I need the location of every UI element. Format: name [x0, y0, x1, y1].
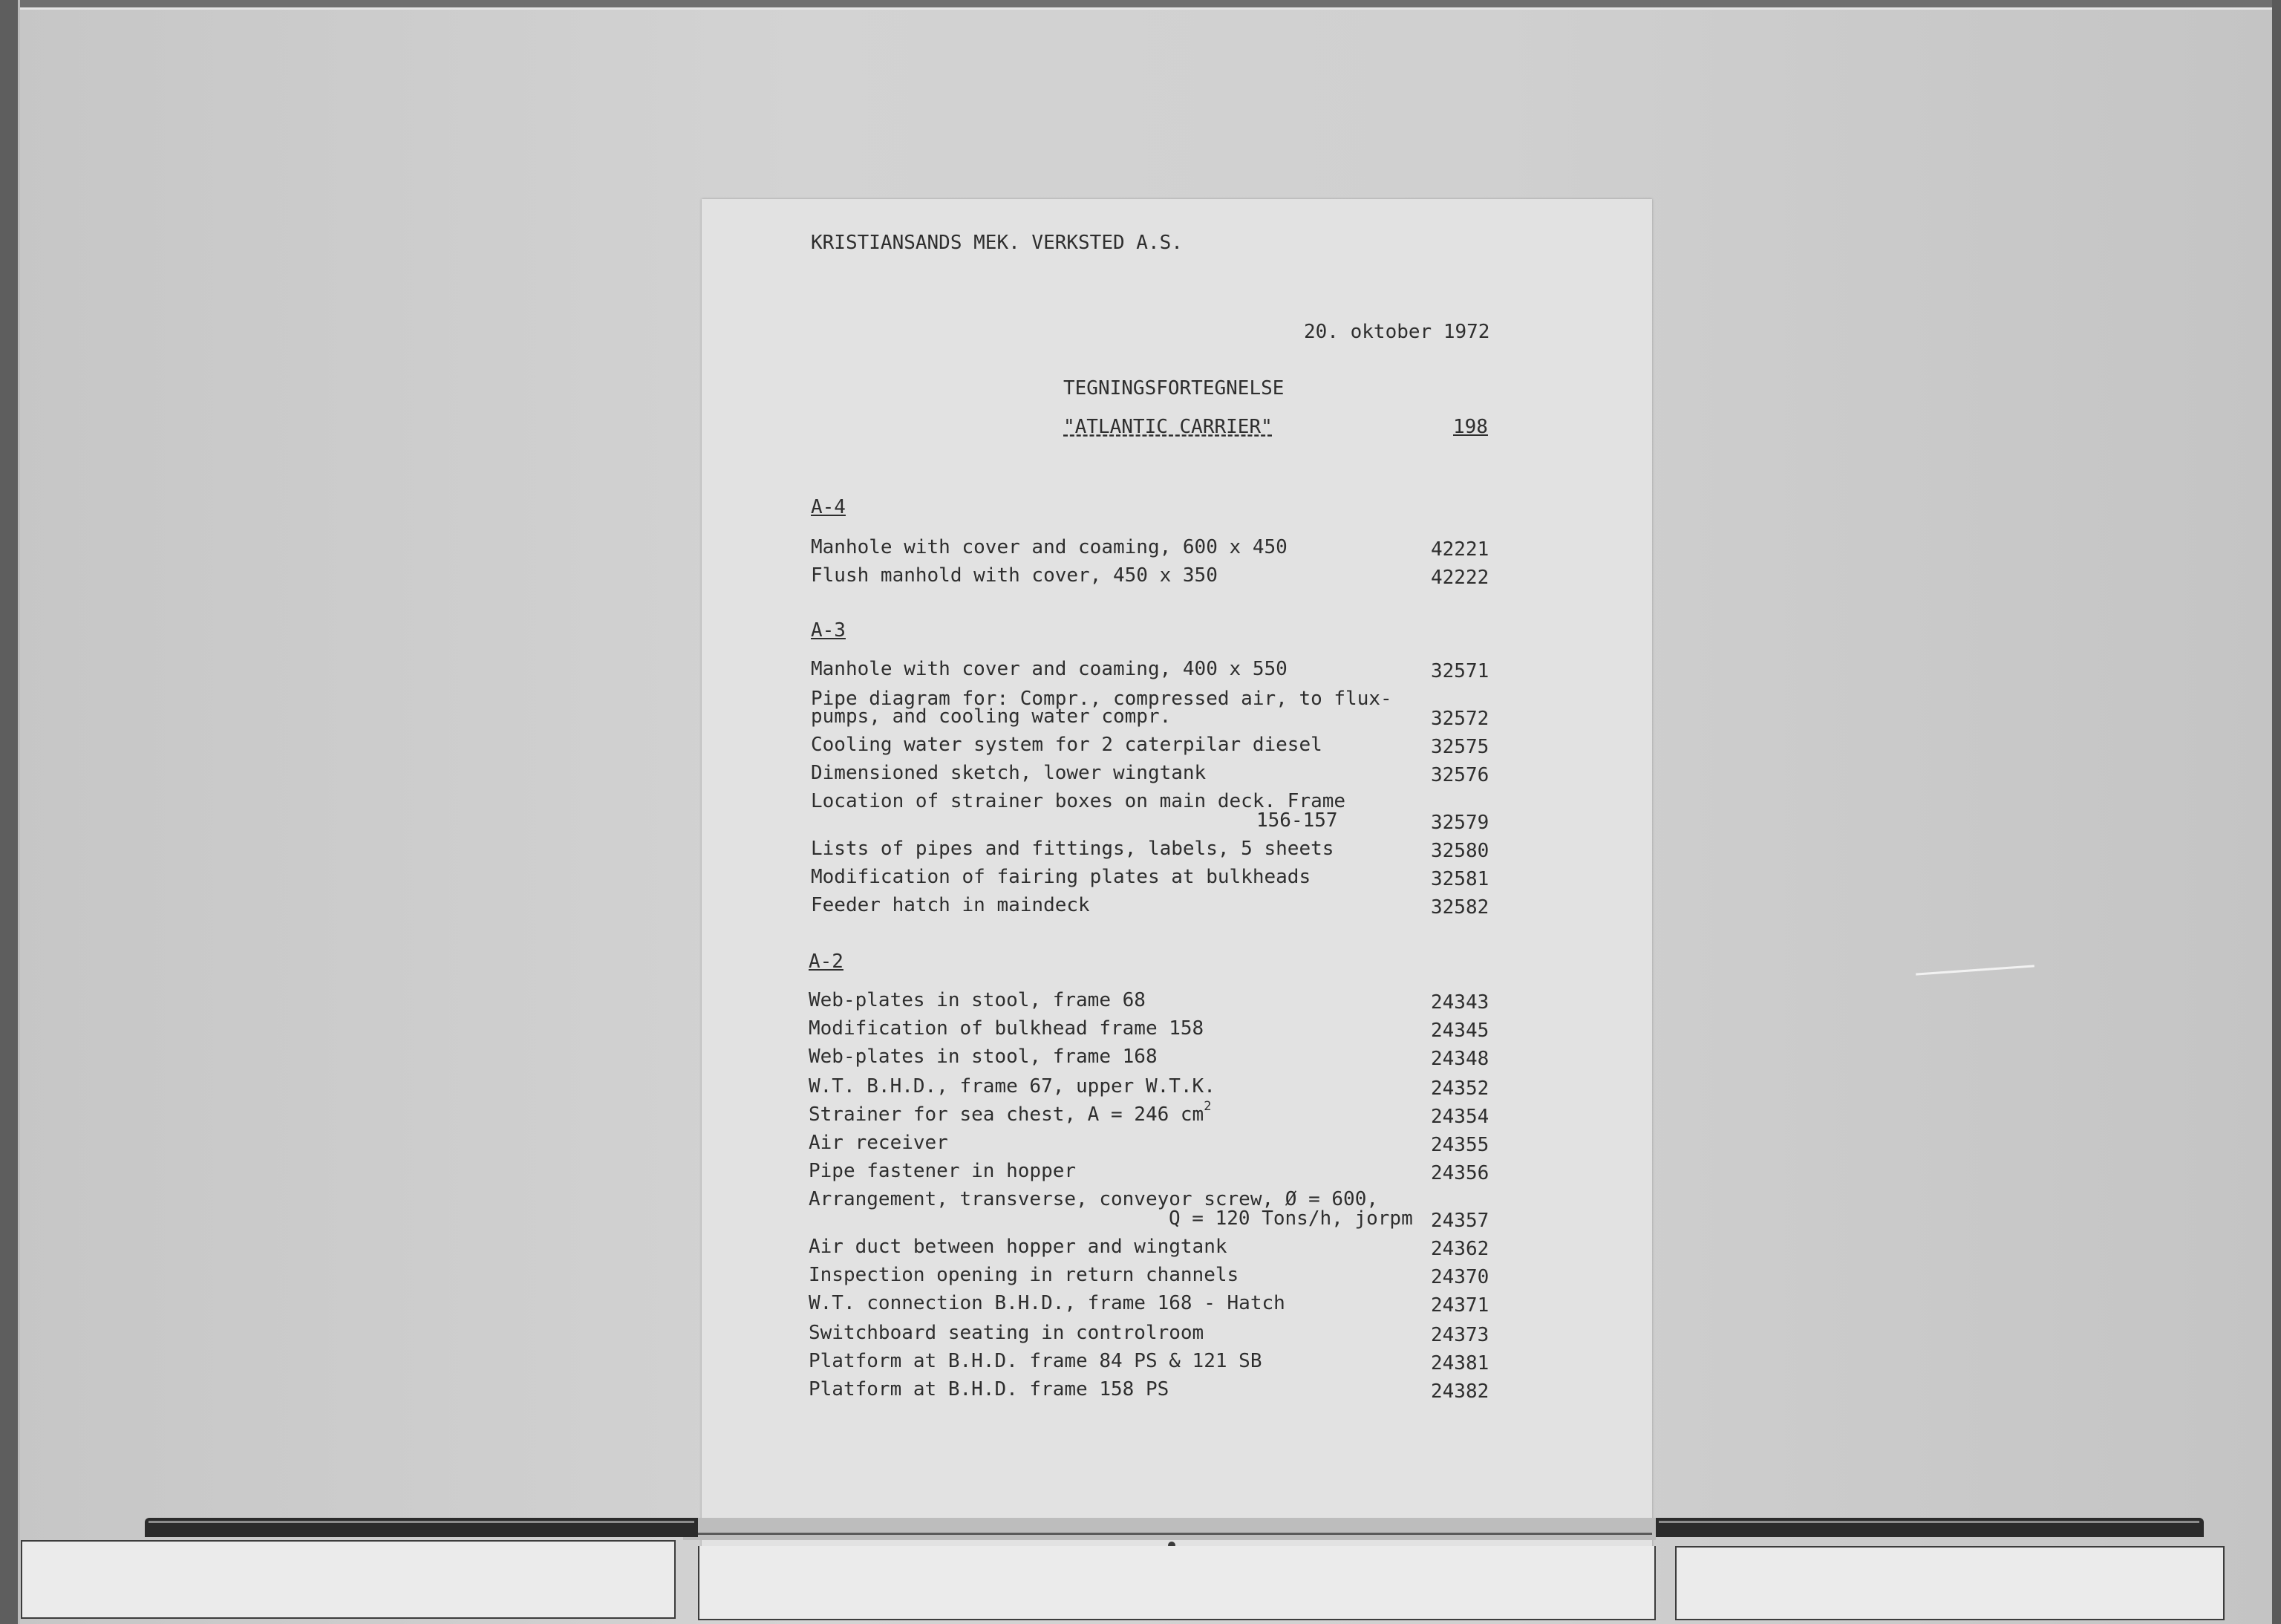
holder-bar-highlight [149, 1521, 694, 1523]
drawing-number: 32581 [1431, 868, 1489, 890]
film-left-highlight [18, 0, 20, 1624]
superscript: 2 [1204, 1099, 1212, 1114]
list-item-text: Pipe diagram for: Compr., compressed air, to flux- [811, 688, 1392, 710]
drawing-number: 24373 [1431, 1324, 1489, 1346]
list-item-text: Manhole with cover and coaming, 400 x 550 [811, 658, 1288, 680]
list-item-text: W.T. connection B.H.D., frame 168 - Hatch [809, 1292, 1285, 1314]
drawing-number: 24352 [1431, 1077, 1489, 1100]
drawing-number: 24356 [1431, 1162, 1489, 1184]
drawing-number: 24371 [1431, 1294, 1489, 1317]
list-item-text-continued: 156-157 [1256, 809, 1338, 832]
section-heading: A-3 [811, 619, 846, 642]
drawing-number: 32571 [1431, 660, 1489, 682]
list-item-text: Air receiver [809, 1132, 948, 1154]
drawing-number: 32582 [1431, 896, 1489, 919]
list-item-text: Inspection opening in return channels [809, 1264, 1239, 1286]
list-item-text: Dimensioned sketch, lower wingtank [811, 762, 1207, 784]
list-item-text: Pipe fastener in hopper [809, 1160, 1077, 1182]
list-item-text: W.T. B.H.D., frame 67, upper W.T.K. [809, 1075, 1215, 1098]
section-heading: A-4 [811, 496, 846, 518]
list-item-text: Modification of fairing plates at bulkheads [811, 866, 1311, 888]
list-item-text: Arrangement, transverse, conveyor screw, Ø = 600, [809, 1188, 1379, 1210]
drawing-number: 24382 [1431, 1380, 1489, 1403]
list-item-text-continued: Q = 120 Tons/h, jorpm [1169, 1207, 1413, 1230]
stand-panel-left [21, 1540, 676, 1619]
list-item-text [809, 1099, 1212, 1126]
list-item-text: Air duct between hopper and wingtank [809, 1236, 1227, 1258]
drawing-number: 32579 [1431, 812, 1489, 834]
list-item-text: Web-plates in stool, frame 168 [809, 1046, 1158, 1068]
list-item-text: Manhole with cover and coaming, 600 x 450 [811, 536, 1288, 558]
list-item-text: Flush manhold with cover, 450 x 350 [811, 564, 1218, 587]
list-item-text: Web-plates in stool, frame 68 [809, 989, 1146, 1011]
list-item-text: Cooling water system for 2 caterpilar diesel [811, 734, 1322, 756]
document-date: 20. oktober 1972 [1304, 321, 1490, 343]
drawing-number: 32576 [1431, 764, 1489, 786]
drawing-number: 24362 [1431, 1238, 1489, 1260]
film-top-edge [0, 0, 2281, 7]
list-item-text: Lists of pipes and fittings, labels, 5 sheets [811, 838, 1334, 860]
document-title: TEGNINGSFORTEGNELSE [1063, 377, 1285, 400]
drawing-number: 32575 [1431, 736, 1489, 758]
film-right-edge [2272, 0, 2281, 1624]
film-top-highlight [0, 7, 2281, 10]
drawing-number: 24357 [1431, 1210, 1489, 1232]
drawing-number: 24355 [1431, 1134, 1489, 1156]
drawing-number: 24345 [1431, 1020, 1489, 1042]
clip-edge [694, 1533, 1652, 1535]
list-item-text: Location of strainer boxes on main deck. Frame [811, 790, 1346, 812]
drawing-number: 32572 [1431, 708, 1489, 730]
stand-panel-right [1675, 1546, 2225, 1620]
list-item-text-main: Strainer for sea chest, A = 246 cm [809, 1103, 1204, 1126]
list-item-text-continued: pumps, and cooling water compr. [811, 705, 1172, 728]
holder-bar-highlight [1659, 1521, 2199, 1523]
stand-panel-center [698, 1546, 1656, 1620]
drawing-number: 24354 [1431, 1106, 1489, 1128]
list-item-text: Platform at B.H.D. frame 158 PS [809, 1378, 1169, 1400]
list-item-text: Modification of bulkhead frame 158 [809, 1017, 1204, 1040]
drawing-number: 24370 [1431, 1266, 1489, 1288]
drawing-number: 24381 [1431, 1352, 1489, 1374]
section-heading: A-2 [809, 950, 843, 973]
drawing-number: 42222 [1431, 567, 1489, 589]
drawing-number: 24343 [1431, 991, 1489, 1014]
drawing-number: 32580 [1431, 840, 1489, 862]
list-item-text: Switchboard seating in controlroom [809, 1322, 1204, 1344]
list-item-text: Platform at B.H.D. frame 84 PS & 121 SB [809, 1350, 1262, 1372]
hull-number: 198 [1453, 416, 1488, 438]
ship-name: "ATLANTIC CARRIER" [1063, 416, 1273, 438]
document-clip [683, 1518, 1656, 1540]
film-left-edge [0, 0, 18, 1624]
company-name: KRISTIANSANDS MEK. VERKSTED A.S. [811, 232, 1183, 254]
drawing-number: 24348 [1431, 1048, 1489, 1070]
drawing-number: 42221 [1431, 538, 1489, 561]
list-item-text: Feeder hatch in maindeck [811, 894, 1090, 916]
